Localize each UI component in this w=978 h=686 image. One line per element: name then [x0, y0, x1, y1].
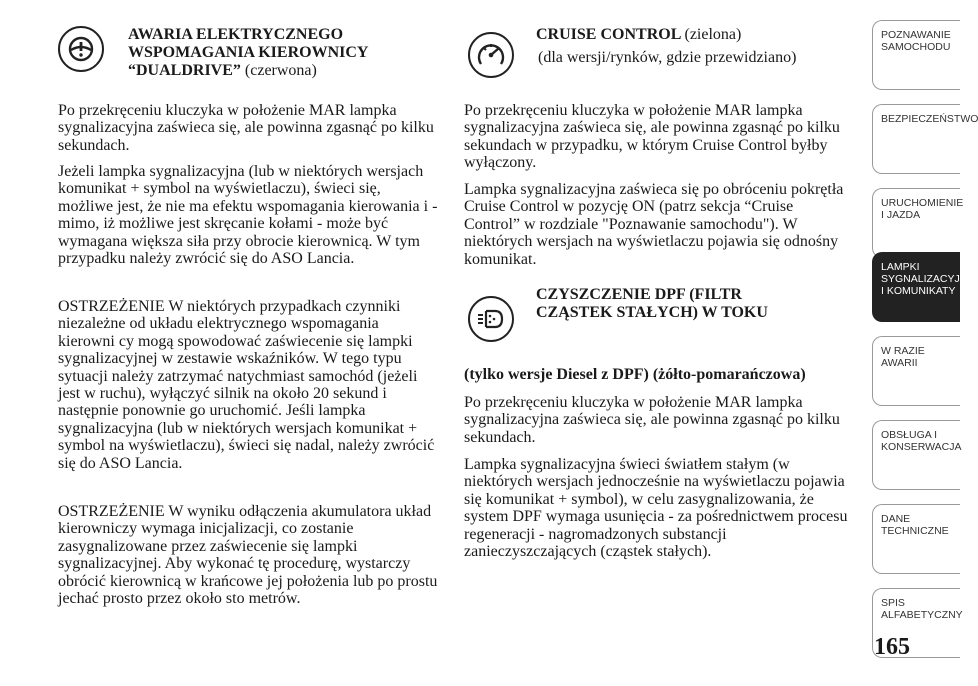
cruise-control-icon — [468, 32, 514, 78]
paragraph: Jeżeli lampka sygnalizacyjna (lub w niektórych wersjach komunikat + symbol na wyświetlaczu), świeci się, możliwe jest, że nie ma efektu wspomagania kierowania i - mimo, iż możliwe jest skręcanie kołami - może być wymagana większa siła przy obrocie kierownicą. W tym przypadku należy zwrócić się do ASO Lancia. — [58, 163, 438, 268]
paragraph: Po przekręceniu kluczyka w położenie MAR lampka sygnalizacyjna zaświeca się, ale powinna zgasnąć po kilku sekundach. — [464, 394, 840, 446]
paragraph: Lampka sygnalizacyjna zaświeca się po obróceniu pokrętła Cruise Control w pozycję ON (patrz sekcja “Cruise Control” w rozdziale "Poznawanie samochodu"). W niektórych wersjach na wyświetlaczu pojawia się odnośny komunikat. — [464, 181, 844, 268]
steering-warning-icon — [58, 26, 104, 72]
tab-lampki-sygnalizacyjne[interactable]: LAMPKI SYGNALIZACYJNE I KOMUNIKATY — [872, 252, 960, 322]
dpf-subtitle: (tylko wersje Diesel z DPF) (żółto-pomarańczowa) — [464, 366, 806, 383]
paragraph: OSTRZEŻENIE W niektórych przypadkach czynniki niezależne od układu elektrycznego wspomagania kierowni cy mogą spowodować zaświecenie się lampki sygnalizacyjnej w zestawie wskaźników. W tego typu sytuacji należy zatrzymać natychmiast samochód (jeżeli jest w ruchu), wyłączyć silnik na około 20 sekund i następnie ponownie go uruchomić. Jeśli lampka sygnalizacyjna (lub w niektórych wersjach komunikat + symbol na wyświetlaczu), świeci się nadal, należy zwrócić się do ASO Lancia. — [58, 298, 435, 472]
page-number: 165 — [874, 634, 910, 660]
cruise-title: CRUISE CONTROL (zielona) — [536, 26, 742, 43]
steering-warning-title: AWARIA ELEKTRYCZNEGO WSPOMAGANIA KIEROWNICY “DUALDRIVE” (czerwona) — [128, 26, 368, 79]
tab-spis-alfabetyczny[interactable]: SPIS ALFABETYCZNY — [872, 588, 960, 658]
tab-obsluga-i-konserwacja[interactable]: OBSŁUGA I KONSERWACJA — [872, 420, 960, 490]
paragraph: Po przekręceniu kluczyka w położenie MAR lampka sygnalizacyjna zaświeca się, ale powinna zgasnąć po kilku sekundach. — [58, 102, 434, 154]
tab-dane-techniczne[interactable]: DANE TECHNICZNE — [872, 504, 960, 574]
dpf-filter-icon — [468, 296, 514, 342]
paragraph: Lampka sygnalizacyjna świeci światłem stałym (w niektórych wersjach jednocześnie na wyświetlaczu pojawia się komunikat + symbol), w celu zasygnalizowania, że system DPF wymaga usunięcia - za pośrednictwem procesu regeneracji - nagromadzonych substancji zanieczyszczających (cząstek stałych). — [464, 456, 848, 561]
tab-poznawanie-samochodu[interactable]: POZNAWANIE SAMOCHODU — [872, 20, 960, 90]
cruise-subtitle: (dla wersji/rynków, gdzie przewidziano) — [538, 49, 797, 66]
paragraph: OSTRZEŻENIE W wyniku odłączenia akumulatora układ kierowniczy wymaga inicjalizacji, co zostanie zasygnalizowane przez zaświecenie się lampki sygnalizacyjnej. Aby wykonać tę procedurę, wystarczy obrócić kierownicą w krańcowe jej położenia lub po prostu jechać prosto przez około sto metrów. — [58, 503, 438, 608]
paragraph: Po przekręceniu kluczyka w położenie MAR lampka sygnalizacyjna zaświeca się, ale powinna zgasnąć po kilku sekundach w przypadku, w którym Cruise Control byłby wyłączony. — [464, 102, 840, 172]
dpf-title: CZYSZCZENIE DPF (FILTR CZĄSTEK STAŁYCH) W TOKU — [536, 286, 768, 321]
tab-w-razie-awarii[interactable]: W RAZIE AWARII — [872, 336, 960, 406]
tab-bezpieczenstwo[interactable]: BEZPIECZEŃSTWO — [872, 104, 960, 174]
tab-uruchomienie-i-jazda[interactable]: URUCHOMIENIE I JAZDA — [872, 188, 960, 258]
